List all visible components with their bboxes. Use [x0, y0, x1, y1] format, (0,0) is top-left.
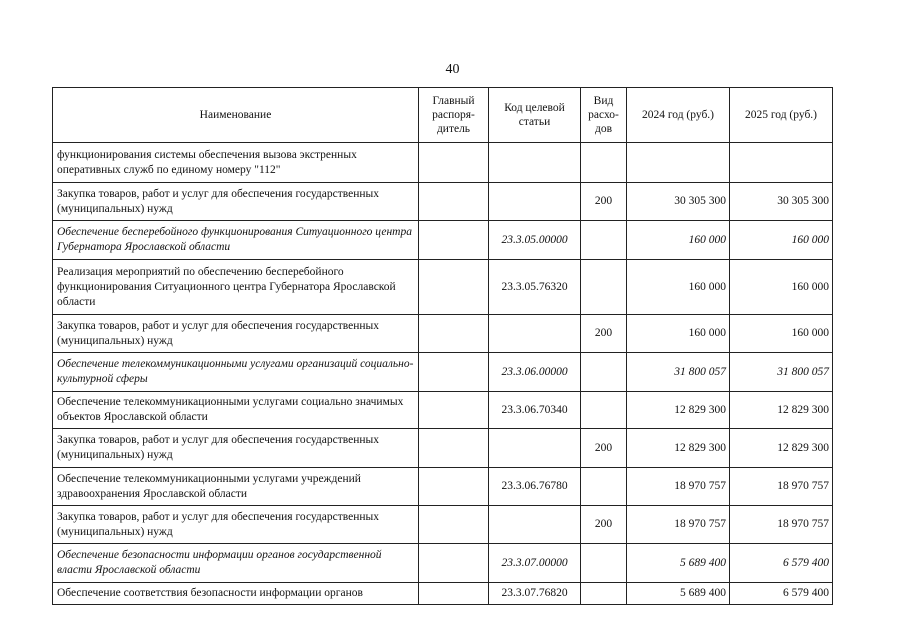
page-number: 40	[445, 62, 460, 77]
cell-2024	[627, 143, 730, 183]
cell-code	[489, 429, 581, 468]
table-row	[53, 353, 833, 392]
cell-name: функционирования системы обеспечения вызова экстренных оперативных служб по единому номеру "112"	[53, 143, 419, 183]
cell-type	[581, 353, 627, 392]
table-row	[53, 315, 833, 353]
cell-name: Обеспечение бесперебойного функционирования Ситуационного центра Губернатора Ярославской области	[53, 221, 419, 260]
cell-name: Обеспечение соответствия безопасности информации органов	[53, 583, 419, 605]
cell-type	[581, 221, 627, 260]
cell-code: 23.3.05.00000	[489, 221, 581, 260]
cell-2024: 18 970 757	[627, 506, 730, 544]
cell-code: 23.3.06.00000	[489, 353, 581, 392]
cell-2024: 5 689 400	[627, 544, 730, 583]
cell-type	[581, 392, 627, 429]
table-row	[53, 143, 833, 183]
cell-2024: 160 000	[627, 260, 730, 315]
cell-ministry	[419, 315, 489, 353]
cell-code: 23.3.07.00000	[489, 544, 581, 583]
cell-2025: 30 305 300	[730, 183, 833, 221]
cell-2024: 18 970 757	[627, 468, 730, 506]
cell-2025	[730, 143, 833, 183]
cell-code: 23.3.05.76320	[489, 260, 581, 315]
table-row	[53, 544, 833, 583]
cell-ministry	[419, 583, 489, 605]
table-row	[53, 468, 833, 506]
header-row	[53, 88, 833, 143]
cell-type	[581, 468, 627, 506]
cell-code: 23.3.06.70340	[489, 392, 581, 429]
cell-2025: 18 970 757	[730, 506, 833, 544]
cell-2025: 18 970 757	[730, 468, 833, 506]
cell-2025: 31 800 057	[730, 353, 833, 392]
cell-2024: 160 000	[627, 315, 730, 353]
cell-ministry	[419, 544, 489, 583]
table-row	[53, 221, 833, 260]
header-type: Вид расхо-дов	[581, 88, 627, 143]
cell-2024: 31 800 057	[627, 353, 730, 392]
header-2025: 2025 год (руб.)	[730, 88, 833, 143]
table-row	[53, 260, 833, 315]
table-row	[53, 392, 833, 429]
cell-type	[581, 143, 627, 183]
cell-name: Закупка товаров, работ и услуг для обеспечения государственных (муниципальных) нужд	[53, 506, 419, 544]
cell-code	[489, 183, 581, 221]
cell-code	[489, 506, 581, 544]
cell-2025: 6 579 400	[730, 544, 833, 583]
cell-ministry	[419, 429, 489, 468]
header-name: Наименование	[53, 88, 419, 143]
cell-type	[581, 544, 627, 583]
cell-ministry	[419, 392, 489, 429]
header-2024: 2024 год (руб.)	[627, 88, 730, 143]
cell-ministry	[419, 183, 489, 221]
table-header	[53, 88, 833, 143]
table-row	[53, 429, 833, 468]
cell-ministry	[419, 353, 489, 392]
table-row	[53, 583, 833, 605]
table-row	[53, 183, 833, 221]
cell-2024: 5 689 400	[627, 583, 730, 605]
cell-code: 23.3.06.76780	[489, 468, 581, 506]
cell-ministry	[419, 260, 489, 315]
cell-ministry	[419, 468, 489, 506]
cell-type: 200	[581, 183, 627, 221]
cell-2025: 12 829 300	[730, 392, 833, 429]
cell-code: 23.3.07.76820	[489, 583, 581, 605]
cell-2024: 160 000	[627, 221, 730, 260]
cell-code	[489, 143, 581, 183]
cell-type	[581, 260, 627, 315]
cell-2024: 12 829 300	[627, 429, 730, 468]
cell-ministry	[419, 221, 489, 260]
cell-2024: 30 305 300	[627, 183, 730, 221]
header-code: Код целевой статьи	[489, 88, 581, 143]
cell-name: Обеспечение телекоммуникационными услугами учреждений здравоохранения Ярославской области	[53, 468, 419, 506]
cell-name: Закупка товаров, работ и услуг для обеспечения государственных (муниципальных) нужд	[53, 183, 419, 221]
cell-code	[489, 315, 581, 353]
cell-name: Обеспечение телекоммуникационными услугами организаций социально-культурной сферы	[53, 353, 419, 392]
budget-table	[52, 87, 833, 605]
table-body	[53, 143, 833, 605]
cell-name: Обеспечение безопасности информации органов государственной власти Ярославской области	[53, 544, 419, 583]
cell-name: Закупка товаров, работ и услуг для обеспечения государственных (муниципальных) нужд	[53, 315, 419, 353]
cell-2024: 12 829 300	[627, 392, 730, 429]
cell-type: 200	[581, 429, 627, 468]
cell-name: Реализация мероприятий по обеспечению бесперебойного функционирования Ситуационного центра Губернатора Ярославской области	[53, 260, 419, 315]
cell-type: 200	[581, 506, 627, 544]
cell-ministry	[419, 506, 489, 544]
table-row	[53, 506, 833, 544]
cell-name: Обеспечение телекоммуникационными услугами социально значимых объектов Ярославской области	[53, 392, 419, 429]
cell-2025: 6 579 400	[730, 583, 833, 605]
header-ministry: Главный распоря-дитель	[419, 88, 489, 143]
cell-2025: 160 000	[730, 315, 833, 353]
cell-type	[581, 583, 627, 605]
cell-2025: 160 000	[730, 221, 833, 260]
cell-2025: 160 000	[730, 260, 833, 315]
cell-ministry	[419, 143, 489, 183]
cell-name: Закупка товаров, работ и услуг для обеспечения государственных (муниципальных) нужд	[53, 429, 419, 468]
cell-2025: 12 829 300	[730, 429, 833, 468]
cell-type: 200	[581, 315, 627, 353]
